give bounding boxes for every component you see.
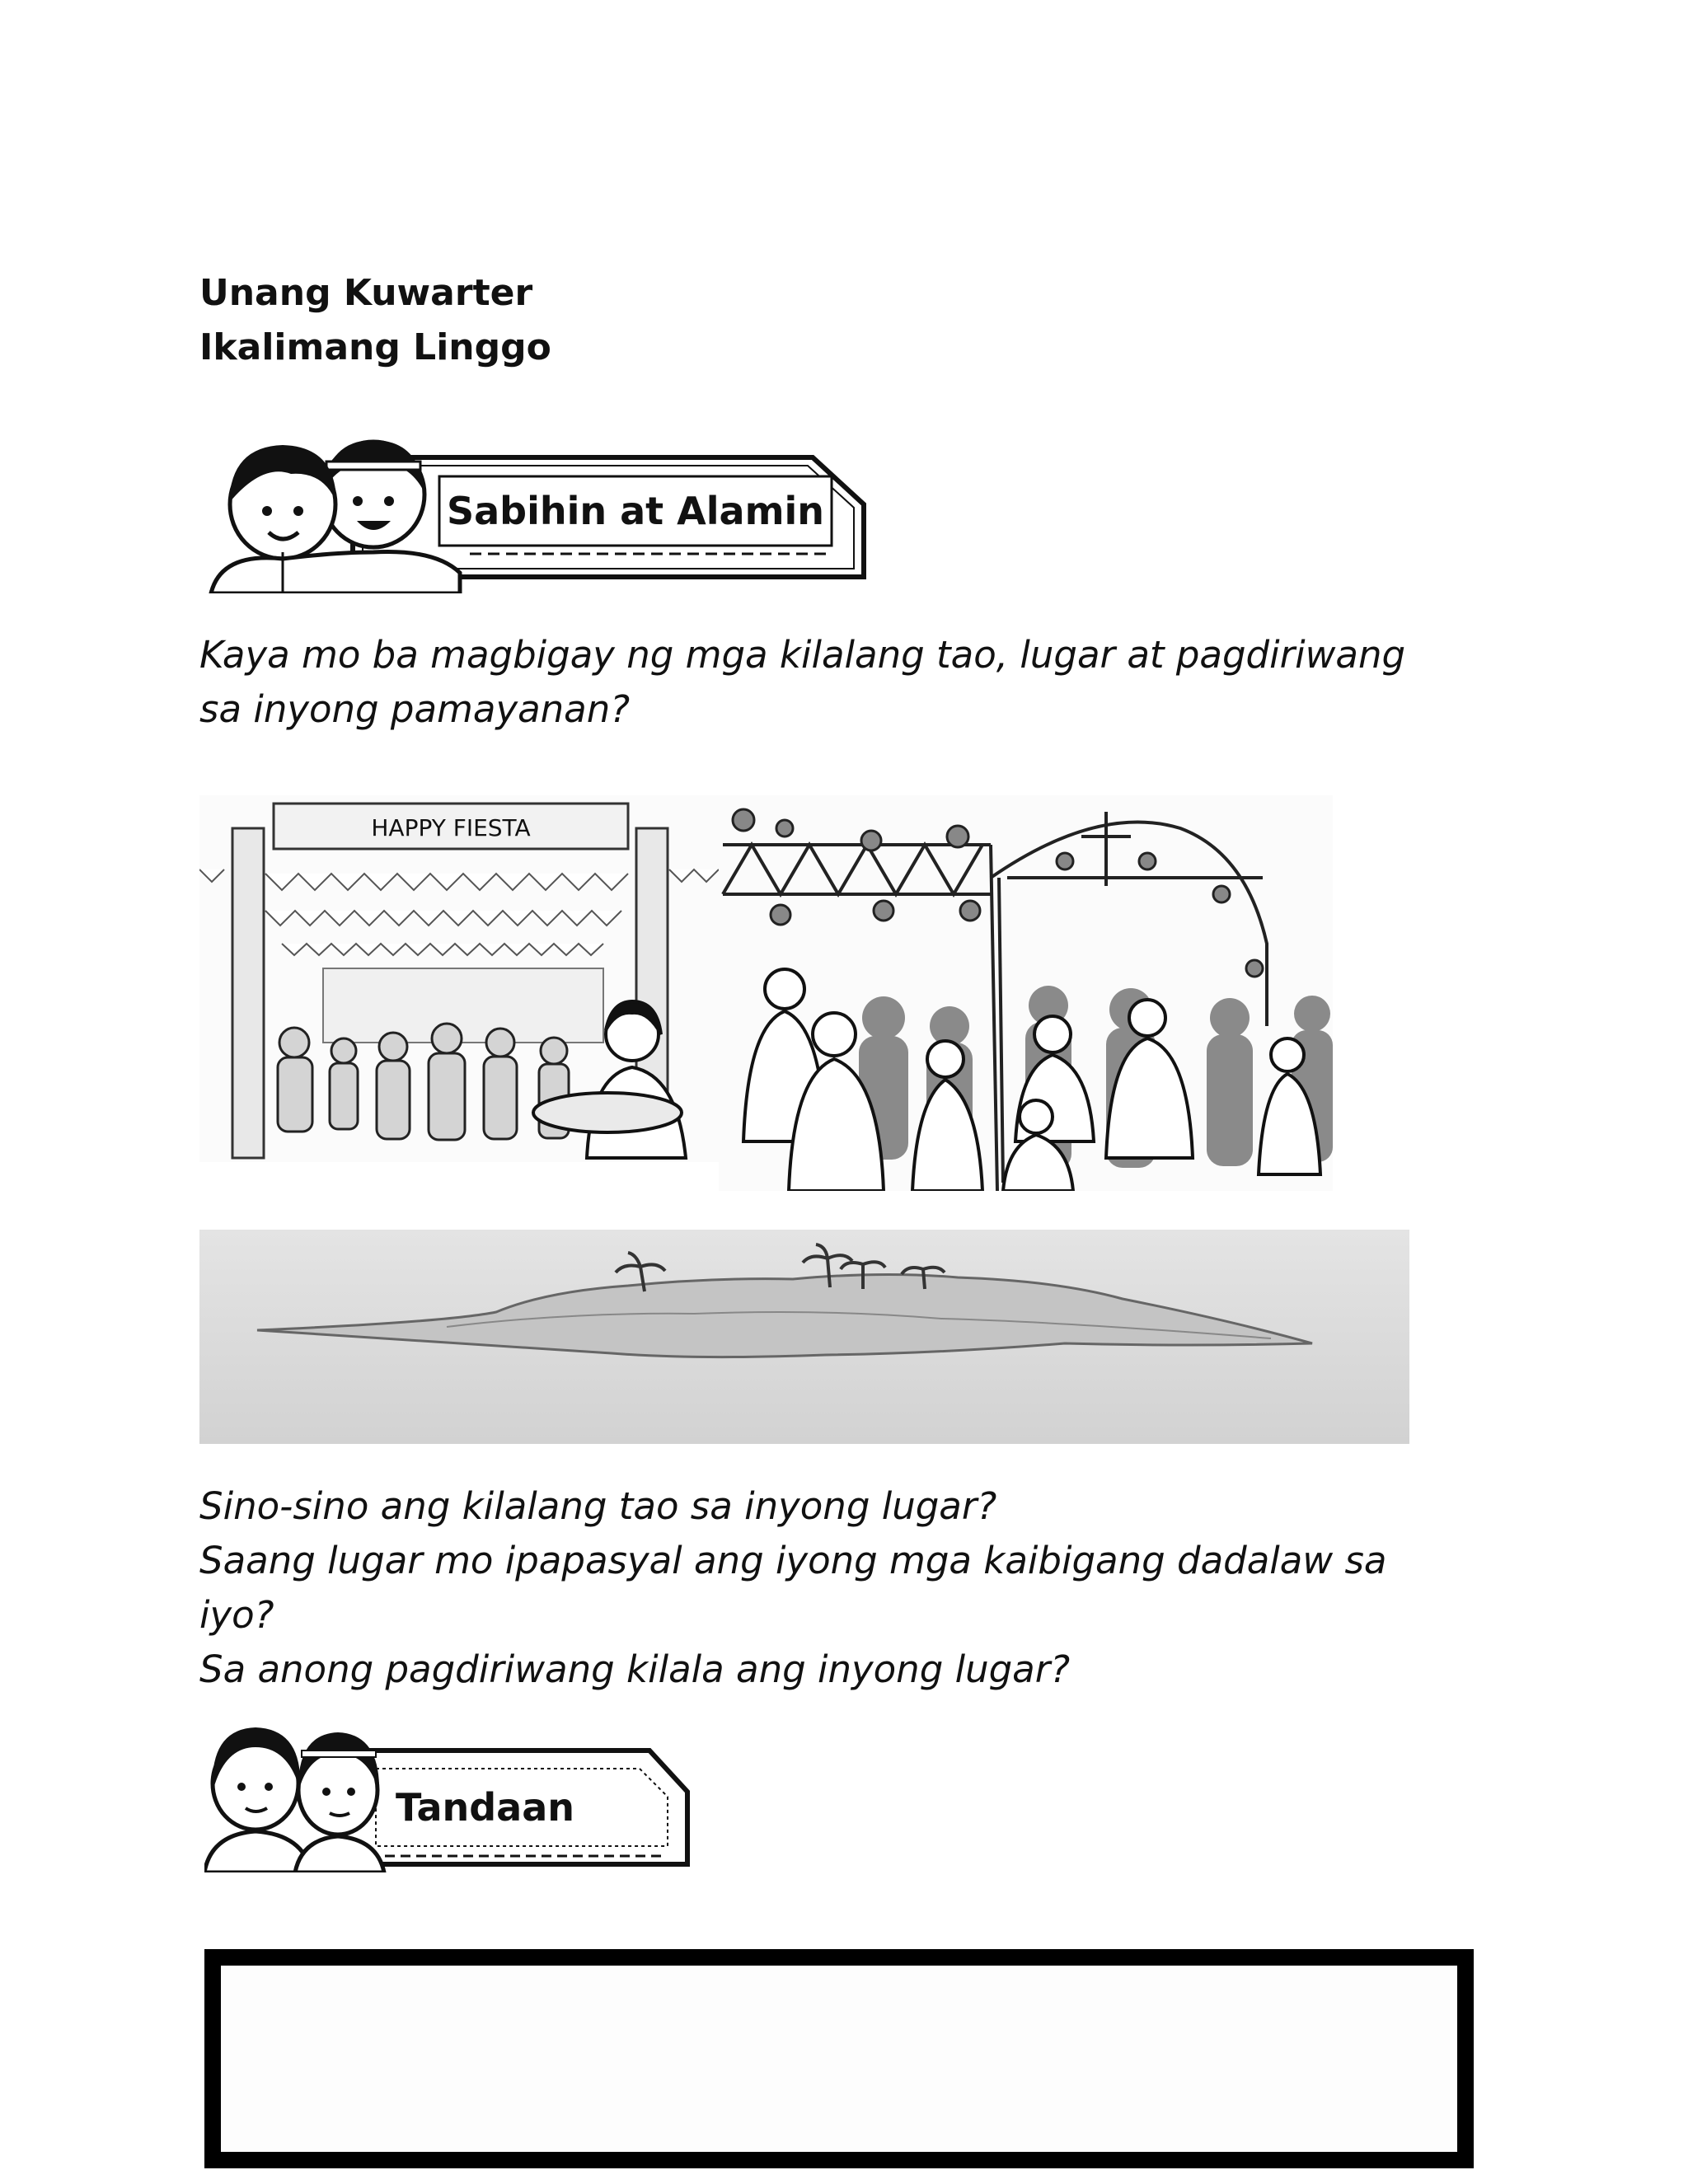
- question-line-1: Kaya mo ba magbigay ng mga kilalang tao, lugar at pagdiriwang: [199, 633, 1406, 677]
- happy-fiesta-sign: HAPPY FIESTA: [371, 814, 531, 841]
- procession-image: [719, 795, 1333, 1191]
- tandaan-banner: [204, 1711, 692, 1872]
- question-line-2: sa inyong pamayanan?: [199, 687, 631, 731]
- procession-illustration: [719, 795, 1333, 1191]
- week-heading: Ikalimang Linggo: [199, 326, 551, 368]
- island-image: [199, 1230, 1409, 1444]
- sabihin-at-alamin-title: Sabihin at Alamin: [446, 489, 825, 533]
- tandaan-title: Tandaan: [396, 1785, 574, 1830]
- quarter-heading: Unang Kuwarter: [199, 272, 533, 314]
- question-saang-lugar: Saang lugar mo ipapasyal ang iyong mga kaibigang dadalaw sa: [199, 1539, 1387, 1582]
- question-kilalang-tao: Sino-sino ang kilalang tao sa inyong lugar?: [199, 1484, 997, 1528]
- fiesta-crowd-image: [199, 795, 719, 1162]
- sabihin-at-alamin-banner: [204, 429, 872, 593]
- tandaan-content-box: [204, 1949, 1474, 2168]
- question-pagdiriwang: Sa anong pagdiriwang kilala ang inyong lugar?: [199, 1647, 1071, 1691]
- island-illustration: [199, 1230, 1409, 1444]
- question-saang-lugar-cont: iyo?: [199, 1593, 274, 1637]
- fiesta-crowd-illustration: [199, 795, 719, 1162]
